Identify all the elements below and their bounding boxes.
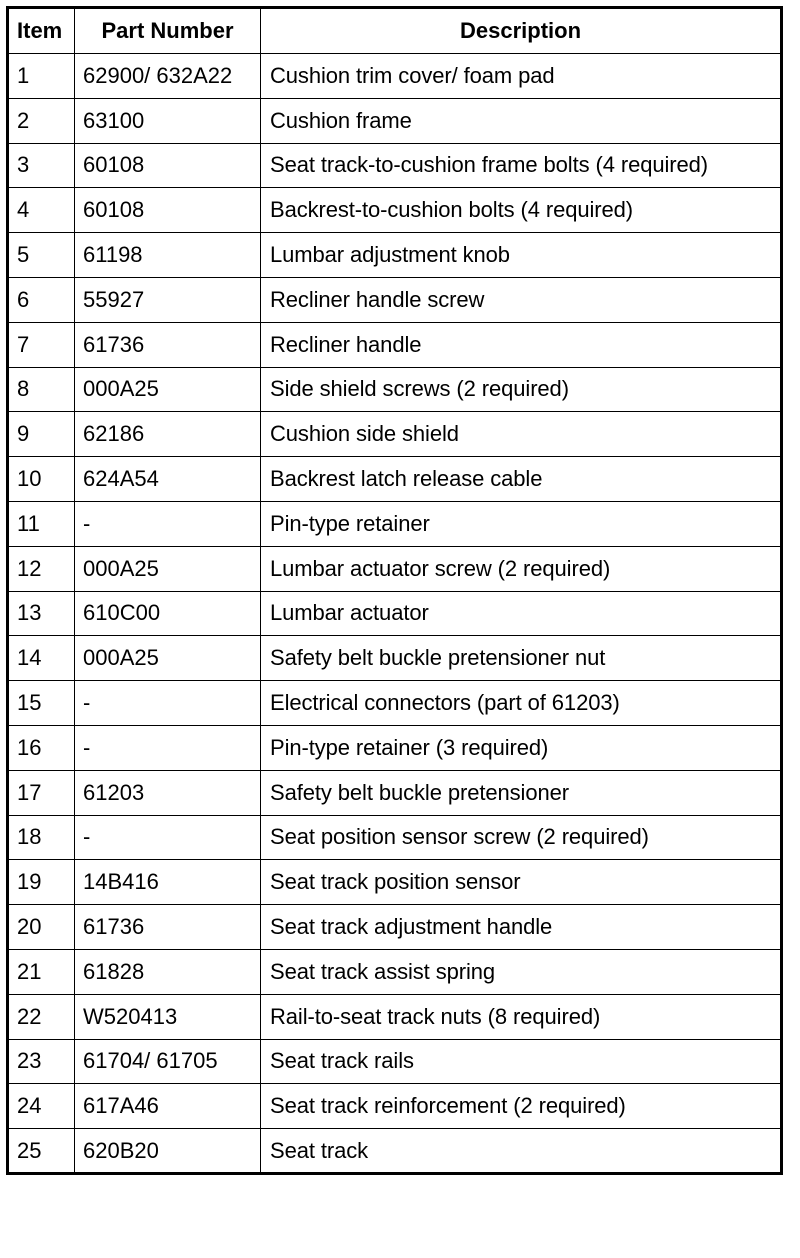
table-row bbox=[8, 1039, 782, 1084]
part-number-cell: 60108 bbox=[75, 188, 261, 233]
part-number-cell: 000A25 bbox=[75, 636, 261, 681]
part-number-cell: 62900/ 632A22 bbox=[75, 54, 261, 99]
part-number-cell: 000A25 bbox=[75, 546, 261, 591]
description-cell: Pin-type retainer bbox=[261, 501, 782, 546]
part-number-cell: W520413 bbox=[75, 994, 261, 1039]
part-number-cell: 624A54 bbox=[75, 457, 261, 502]
description-cell: Seat track adjustment handle bbox=[261, 905, 782, 950]
table-row bbox=[8, 98, 782, 143]
description-cell: Seat track assist spring bbox=[261, 949, 782, 994]
table-row bbox=[8, 501, 782, 546]
description-cell: Rail-to-seat track nuts (8 required) bbox=[261, 994, 782, 1039]
item-cell: 8 bbox=[8, 367, 75, 412]
parts-table bbox=[6, 6, 783, 1175]
part-number-cell: 61736 bbox=[75, 322, 261, 367]
item-cell: 13 bbox=[8, 591, 75, 636]
table-row bbox=[8, 591, 782, 636]
part-number-cell: 61736 bbox=[75, 905, 261, 950]
part-number-cell: - bbox=[75, 725, 261, 770]
table-row bbox=[8, 994, 782, 1039]
table-row bbox=[8, 188, 782, 233]
item-cell: 19 bbox=[8, 860, 75, 905]
description-cell: Recliner handle bbox=[261, 322, 782, 367]
description-cell: Lumbar actuator screw (2 required) bbox=[261, 546, 782, 591]
table-row bbox=[8, 770, 782, 815]
description-cell: Cushion frame bbox=[261, 98, 782, 143]
part-number-cell: 620B20 bbox=[75, 1129, 261, 1174]
description-cell: Seat position sensor screw (2 required) bbox=[261, 815, 782, 860]
description-cell: Seat track position sensor bbox=[261, 860, 782, 905]
item-cell: 15 bbox=[8, 681, 75, 726]
item-cell: 21 bbox=[8, 949, 75, 994]
item-cell: 1 bbox=[8, 54, 75, 99]
table-row bbox=[8, 143, 782, 188]
description-cell: Electrical connectors (part of 61203) bbox=[261, 681, 782, 726]
part-number-cell: 62186 bbox=[75, 412, 261, 457]
description-cell: Recliner handle screw bbox=[261, 277, 782, 322]
table-row bbox=[8, 1084, 782, 1129]
item-cell: 12 bbox=[8, 546, 75, 591]
table-row bbox=[8, 233, 782, 278]
description-cell: Safety belt buckle pretensioner nut bbox=[261, 636, 782, 681]
item-cell: 14 bbox=[8, 636, 75, 681]
description-cell: Seat track bbox=[261, 1129, 782, 1174]
table-row bbox=[8, 54, 782, 99]
part-number-cell: - bbox=[75, 501, 261, 546]
description-cell: Lumbar actuator bbox=[261, 591, 782, 636]
description-cell: Backrest-to-cushion bolts (4 required) bbox=[261, 188, 782, 233]
description-cell: Lumbar adjustment knob bbox=[261, 233, 782, 278]
part-number-cell: - bbox=[75, 815, 261, 860]
table-row bbox=[8, 457, 782, 502]
table-row bbox=[8, 546, 782, 591]
table-row bbox=[8, 636, 782, 681]
item-cell: 4 bbox=[8, 188, 75, 233]
header-item: Item bbox=[8, 8, 75, 54]
part-number-cell: 14B416 bbox=[75, 860, 261, 905]
item-cell: 24 bbox=[8, 1084, 75, 1129]
table-body bbox=[8, 54, 782, 1174]
part-number-cell: 617A46 bbox=[75, 1084, 261, 1129]
item-cell: 20 bbox=[8, 905, 75, 950]
item-cell: 22 bbox=[8, 994, 75, 1039]
table-row bbox=[8, 905, 782, 950]
item-cell: 18 bbox=[8, 815, 75, 860]
part-number-cell: 61198 bbox=[75, 233, 261, 278]
item-cell: 3 bbox=[8, 143, 75, 188]
part-number-cell: - bbox=[75, 681, 261, 726]
part-number-cell: 63100 bbox=[75, 98, 261, 143]
table-row bbox=[8, 277, 782, 322]
table-row bbox=[8, 725, 782, 770]
item-cell: 16 bbox=[8, 725, 75, 770]
description-cell: Safety belt buckle pretensioner bbox=[261, 770, 782, 815]
header-description: Description bbox=[261, 8, 782, 54]
table-row bbox=[8, 367, 782, 412]
part-number-cell: 61704/ 61705 bbox=[75, 1039, 261, 1084]
description-cell: Cushion trim cover/ foam pad bbox=[261, 54, 782, 99]
part-number-cell: 610C00 bbox=[75, 591, 261, 636]
description-cell: Backrest latch release cable bbox=[261, 457, 782, 502]
item-cell: 5 bbox=[8, 233, 75, 278]
description-cell: Seat track rails bbox=[261, 1039, 782, 1084]
table-row bbox=[8, 949, 782, 994]
table-row bbox=[8, 681, 782, 726]
item-cell: 23 bbox=[8, 1039, 75, 1084]
header-part-number: Part Number bbox=[75, 8, 261, 54]
description-cell: Seat track reinforcement (2 required) bbox=[261, 1084, 782, 1129]
item-cell: 2 bbox=[8, 98, 75, 143]
table-row bbox=[8, 860, 782, 905]
description-cell: Cushion side shield bbox=[261, 412, 782, 457]
item-cell: 7 bbox=[8, 322, 75, 367]
header-row bbox=[8, 8, 782, 54]
description-cell: Pin-type retainer (3 required) bbox=[261, 725, 782, 770]
part-number-cell: 000A25 bbox=[75, 367, 261, 412]
description-cell: Side shield screws (2 required) bbox=[261, 367, 782, 412]
table-row bbox=[8, 1129, 782, 1174]
table-row bbox=[8, 412, 782, 457]
part-number-cell: 61203 bbox=[75, 770, 261, 815]
item-cell: 11 bbox=[8, 501, 75, 546]
table-header bbox=[8, 8, 782, 54]
item-cell: 10 bbox=[8, 457, 75, 502]
item-cell: 17 bbox=[8, 770, 75, 815]
table-row bbox=[8, 815, 782, 860]
item-cell: 9 bbox=[8, 412, 75, 457]
part-number-cell: 55927 bbox=[75, 277, 261, 322]
table-row bbox=[8, 322, 782, 367]
part-number-cell: 60108 bbox=[75, 143, 261, 188]
item-cell: 25 bbox=[8, 1129, 75, 1174]
description-cell: Seat track-to-cushion frame bolts (4 required) bbox=[261, 143, 782, 188]
part-number-cell: 61828 bbox=[75, 949, 261, 994]
item-cell: 6 bbox=[8, 277, 75, 322]
